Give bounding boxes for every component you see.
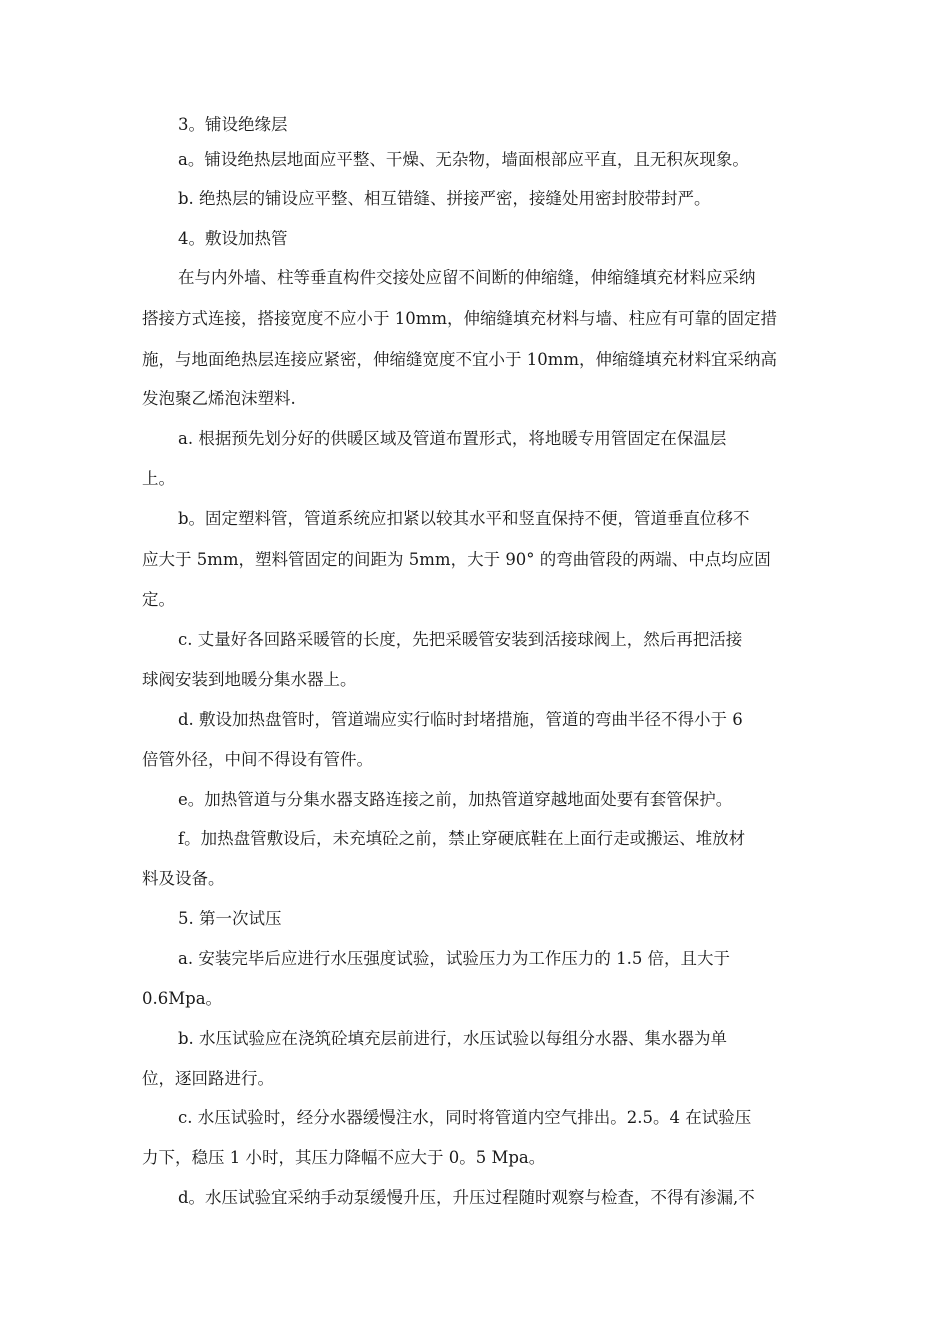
paragraph-line: 应大于 5mm，塑料管固定的间距为 5mm，大于 90° 的弯曲管段的两端、中点均应固 (142, 550, 771, 569)
paragraph-line: c. 丈量好各回路采暖管的长度，先把采暖管安装到活接球阀上，然后再把活接 (178, 630, 743, 649)
paragraph-line: 施，与地面绝热层连接应紧密，伸缩缝宽度不宜小于 10mm，伸缩缝填充材料宜采纳高 (142, 350, 778, 369)
paragraph-line: 位，逐回路进行。 (142, 1069, 274, 1088)
paragraph-line: b. 水压试验应在浇筑砼填充层前进行，水压试验以每组分水器、集水器为单 (178, 1029, 728, 1048)
paragraph-line: 定。 (142, 590, 175, 609)
paragraph-line: a。铺设绝热层地面应平整、干燥、无杂物，墙面根部应平直，且无积灰现象。 (178, 150, 749, 169)
heading-first-pressure-test: 5. 第一次试压 (178, 909, 282, 928)
paragraph-line: 发泡聚乙烯泡沫塑料. (142, 389, 296, 408)
paragraph-line: e。加热管道与分集水器支路连接之前，加热管道穿越地面处要有套管保护。 (178, 790, 733, 809)
paragraph-line: b。固定塑料管，管道系统应扣紧以较其水平和竖直保持不便，管道垂直位移不 (178, 509, 750, 528)
paragraph-line: d. 敷设加热盘管时，管道端应实行临时封堵措施，管道的弯曲半径不得小于 6 (178, 710, 743, 729)
heading-lay-heating-pipe: 4。敷设加热管 (178, 229, 288, 248)
paragraph-line: a. 安装完毕后应进行水压强度试验，试验压力为工作压力的 1.5 倍，且大于 (178, 949, 731, 968)
paragraph-line: f。加热盘管敷设后，未充填砼之前，禁止穿硬底鞋在上面行走或搬运、堆放材 (178, 829, 746, 848)
paragraph-line: c. 水压试验时，经分水器缓慢注水，同时将管道内空气排出。2.5。4 在试验压 (178, 1108, 752, 1127)
paragraph-line: 料及设备。 (142, 869, 225, 888)
paragraph-line: d。水压试验宜采纳手动泵缓慢升压，升压过程随时观察与检查，不得有渗漏,不 (178, 1188, 755, 1207)
paragraph-line: 上。 (142, 469, 175, 488)
paragraph-line: 球阀安装到地暖分集水器上。 (142, 670, 357, 689)
heading-lay-insulation: 3。铺设绝缘层 (178, 115, 288, 134)
paragraph-line: 倍管外径，中间不得设有管件。 (142, 750, 373, 769)
paragraph-line: 在与内外墙、柱等垂直构件交接处应留不间断的伸缩缝，伸缩缝填充材料应采纳 (178, 268, 756, 287)
paragraph-line: 0.6Mpa。 (142, 989, 223, 1008)
paragraph-line: b. 绝热层的铺设应平整、相互错缝、拼接严密，接缝处用密封胶带封严。 (178, 189, 711, 208)
paragraph-line: a. 根据预先划分好的供暖区域及管道布置形式，将地暖专用管固定在保温层 (178, 429, 727, 448)
paragraph-line: 力下，稳压 1 小时，其压力降幅不应大于 0。5 Mpa。 (142, 1148, 546, 1167)
paragraph-line: 搭接方式连接，搭接宽度不应小于 10mm，伸缩缝填充材料与墙、柱应有可靠的固定措 (142, 309, 778, 328)
